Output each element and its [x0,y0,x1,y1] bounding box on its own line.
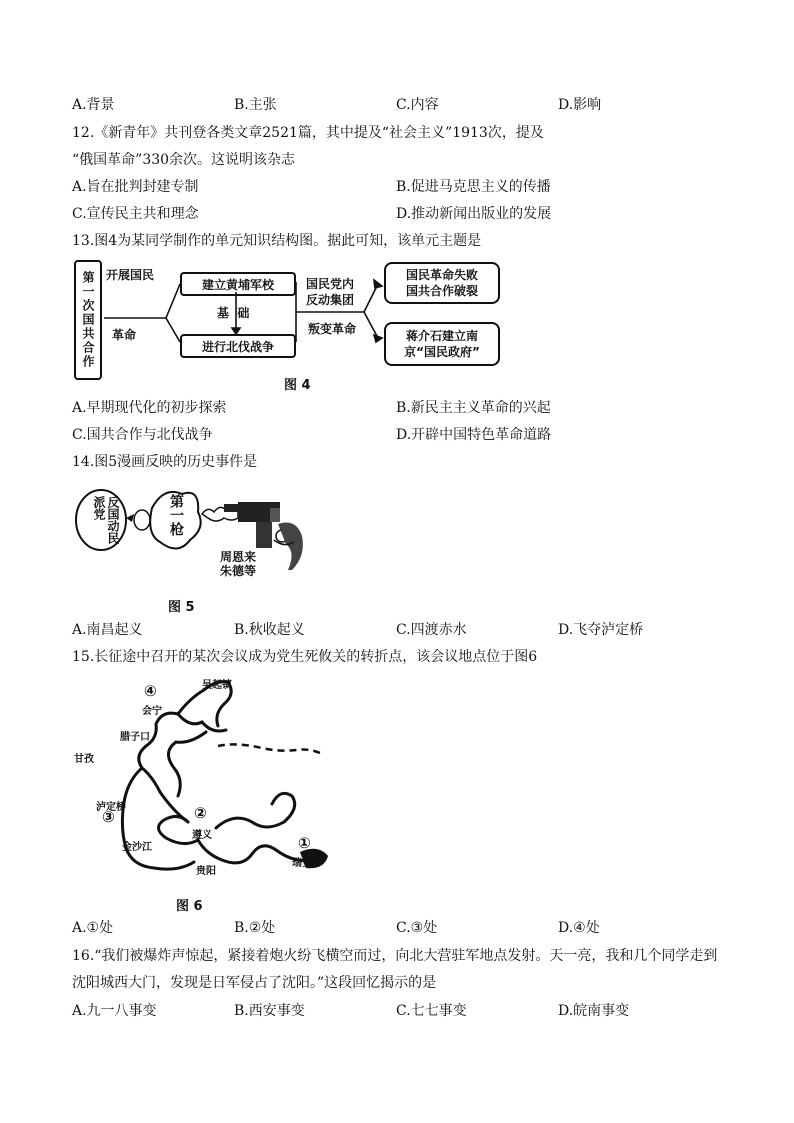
q11-option-c: C.内容 [396,97,439,113]
q13-option-a: A.早期现代化的初步探索 [72,400,227,416]
q15-option-b: B.②处 [234,920,276,936]
figure-6-caption: 图 6 [176,899,203,914]
diagram-result-bottom-line1: 蒋介石建立南 [405,329,478,343]
map-marker-3: ③ [102,808,115,826]
q13-option-c: C.国共合作与北伐战争 [72,427,213,443]
q16-stem-line2: 沈阳城西大门，发现是日军侵占了沈阳。”这段回忆揭示的是 [72,975,437,991]
diagram-label-kmt-reactionaries [306,276,354,308]
q11-option-b: B.主张 [234,97,277,113]
q13-stem: 13.图4为某同学制作的单元知识结构图。据此可知，该单元主题是 [72,233,482,249]
diagram-box-nanjing-government [384,322,500,366]
map-label-huining: 会宁 [142,706,162,717]
q16-option-c: C.七七事变 [396,1003,467,1019]
q13-option-d: D.开辟中国特色革命道路 [396,427,552,443]
q11-option-a: A.背景 [72,97,115,113]
q16-option-a: A.九一八事变 [72,1003,157,1019]
cartoon-people-label: 周恩来朱德等 [220,550,257,578]
diagram-label-kmt-line1: 国民党内 [306,277,355,291]
q11-option-d: D.影响 [558,97,602,113]
map-label-zunyi: 遵义 [192,830,212,841]
figure-5-cartoon [74,478,314,588]
diagram-box-whampoa: 建立黄埔军校 [180,272,296,296]
diagram-label-foundation: 基 础 [217,306,250,320]
q15-option-a: A.①处 [72,920,114,936]
q14-option-a: A.南昌起义 [72,622,143,638]
q15-stem: 15.长征途中召开的某次会议成为党生死攸关的转折点，该会议地点位于图6 [72,649,538,665]
q14-option-d: D.飞夺泸定桥 [558,622,644,638]
q12-stem-line2: “俄国革命”330余次。这说明该杂志 [72,152,296,168]
q16-option-b: B.西安事变 [234,1003,305,1019]
q15-option-c: C.③处 [396,920,438,936]
q13-option-b: B.新民主主义革命的兴起 [396,400,551,416]
diagram-label-revolution: 革命 [112,328,137,342]
q12-option-a: A.旨在批判封建专制 [72,179,199,195]
diagram-result-top-line2: 国共合作破裂 [405,284,478,298]
cartoon-bubble-right-text: 第一枪 [168,494,184,536]
q14-option-b: B.秋收起义 [234,622,305,638]
diagram-box-first-cooperation: 第一次国共合作 [74,260,102,380]
diagram-label-kmt-line2: 反动集团 [306,293,355,307]
map-marker-2: ② [194,804,207,822]
q12-stem-line1: 12.《新青年》共刊登各类文章2521篇，其中提及“社会主义”1913次，提及 [72,125,544,141]
q12-option-b: B.促进马克思主义的传播 [396,179,551,195]
figure-6-map [66,672,336,888]
diagram-result-top-line1: 国民革命失败 [405,268,478,282]
q12-option-c: C.宣传民主共和理念 [72,206,199,222]
q15-option-d: D.④处 [558,920,600,936]
map-label-ganzi: 甘孜 [74,754,94,765]
diagram-label-betrayal: 叛变革命 [308,322,357,336]
q14-stem: 14.图5漫画反映的历史事件是 [72,454,258,470]
map-label-wuqizhen: 吴起镇 [202,680,232,691]
figure-4-caption: 图 4 [284,378,311,393]
q12-option-d: D.推动新闻出版业的发展 [396,206,552,222]
map-label-luding-bridge: 泸定桥 [96,802,126,813]
figure-5-caption: 图 5 [168,600,195,615]
map-label-guiyang: 贵阳 [196,866,216,877]
q16-option-d: D.皖南事变 [558,1003,630,1019]
map-marker-1: ① [298,834,311,852]
map-label-ruijin: 瑞金 [292,858,312,869]
q16-stem-line1: 16.“我们被爆炸声惊起，紧接着炮火纷飞横空而过，向北大营驻军地点发射。天一亮，我和几个同学走到 [72,948,718,964]
diagram-box-revolution-failed [384,262,500,304]
diagram-result-bottom-line2: 京“国民政府” [404,345,480,359]
diagram-box-northern-expedition: 进行北伐战争 [180,334,296,358]
cartoon-bubble-left-text: 反国动民派党 [92,496,120,544]
q14-option-c: C.四渡赤水 [396,622,467,638]
map-marker-4: ④ [144,682,157,700]
map-label-jinsha-river: 金沙江 [122,842,152,853]
figure-4-diagram [74,258,504,380]
map-label-lazikou: 腊子口 [120,732,150,743]
diagram-label-national-revolution: 开展国民 [106,268,155,282]
